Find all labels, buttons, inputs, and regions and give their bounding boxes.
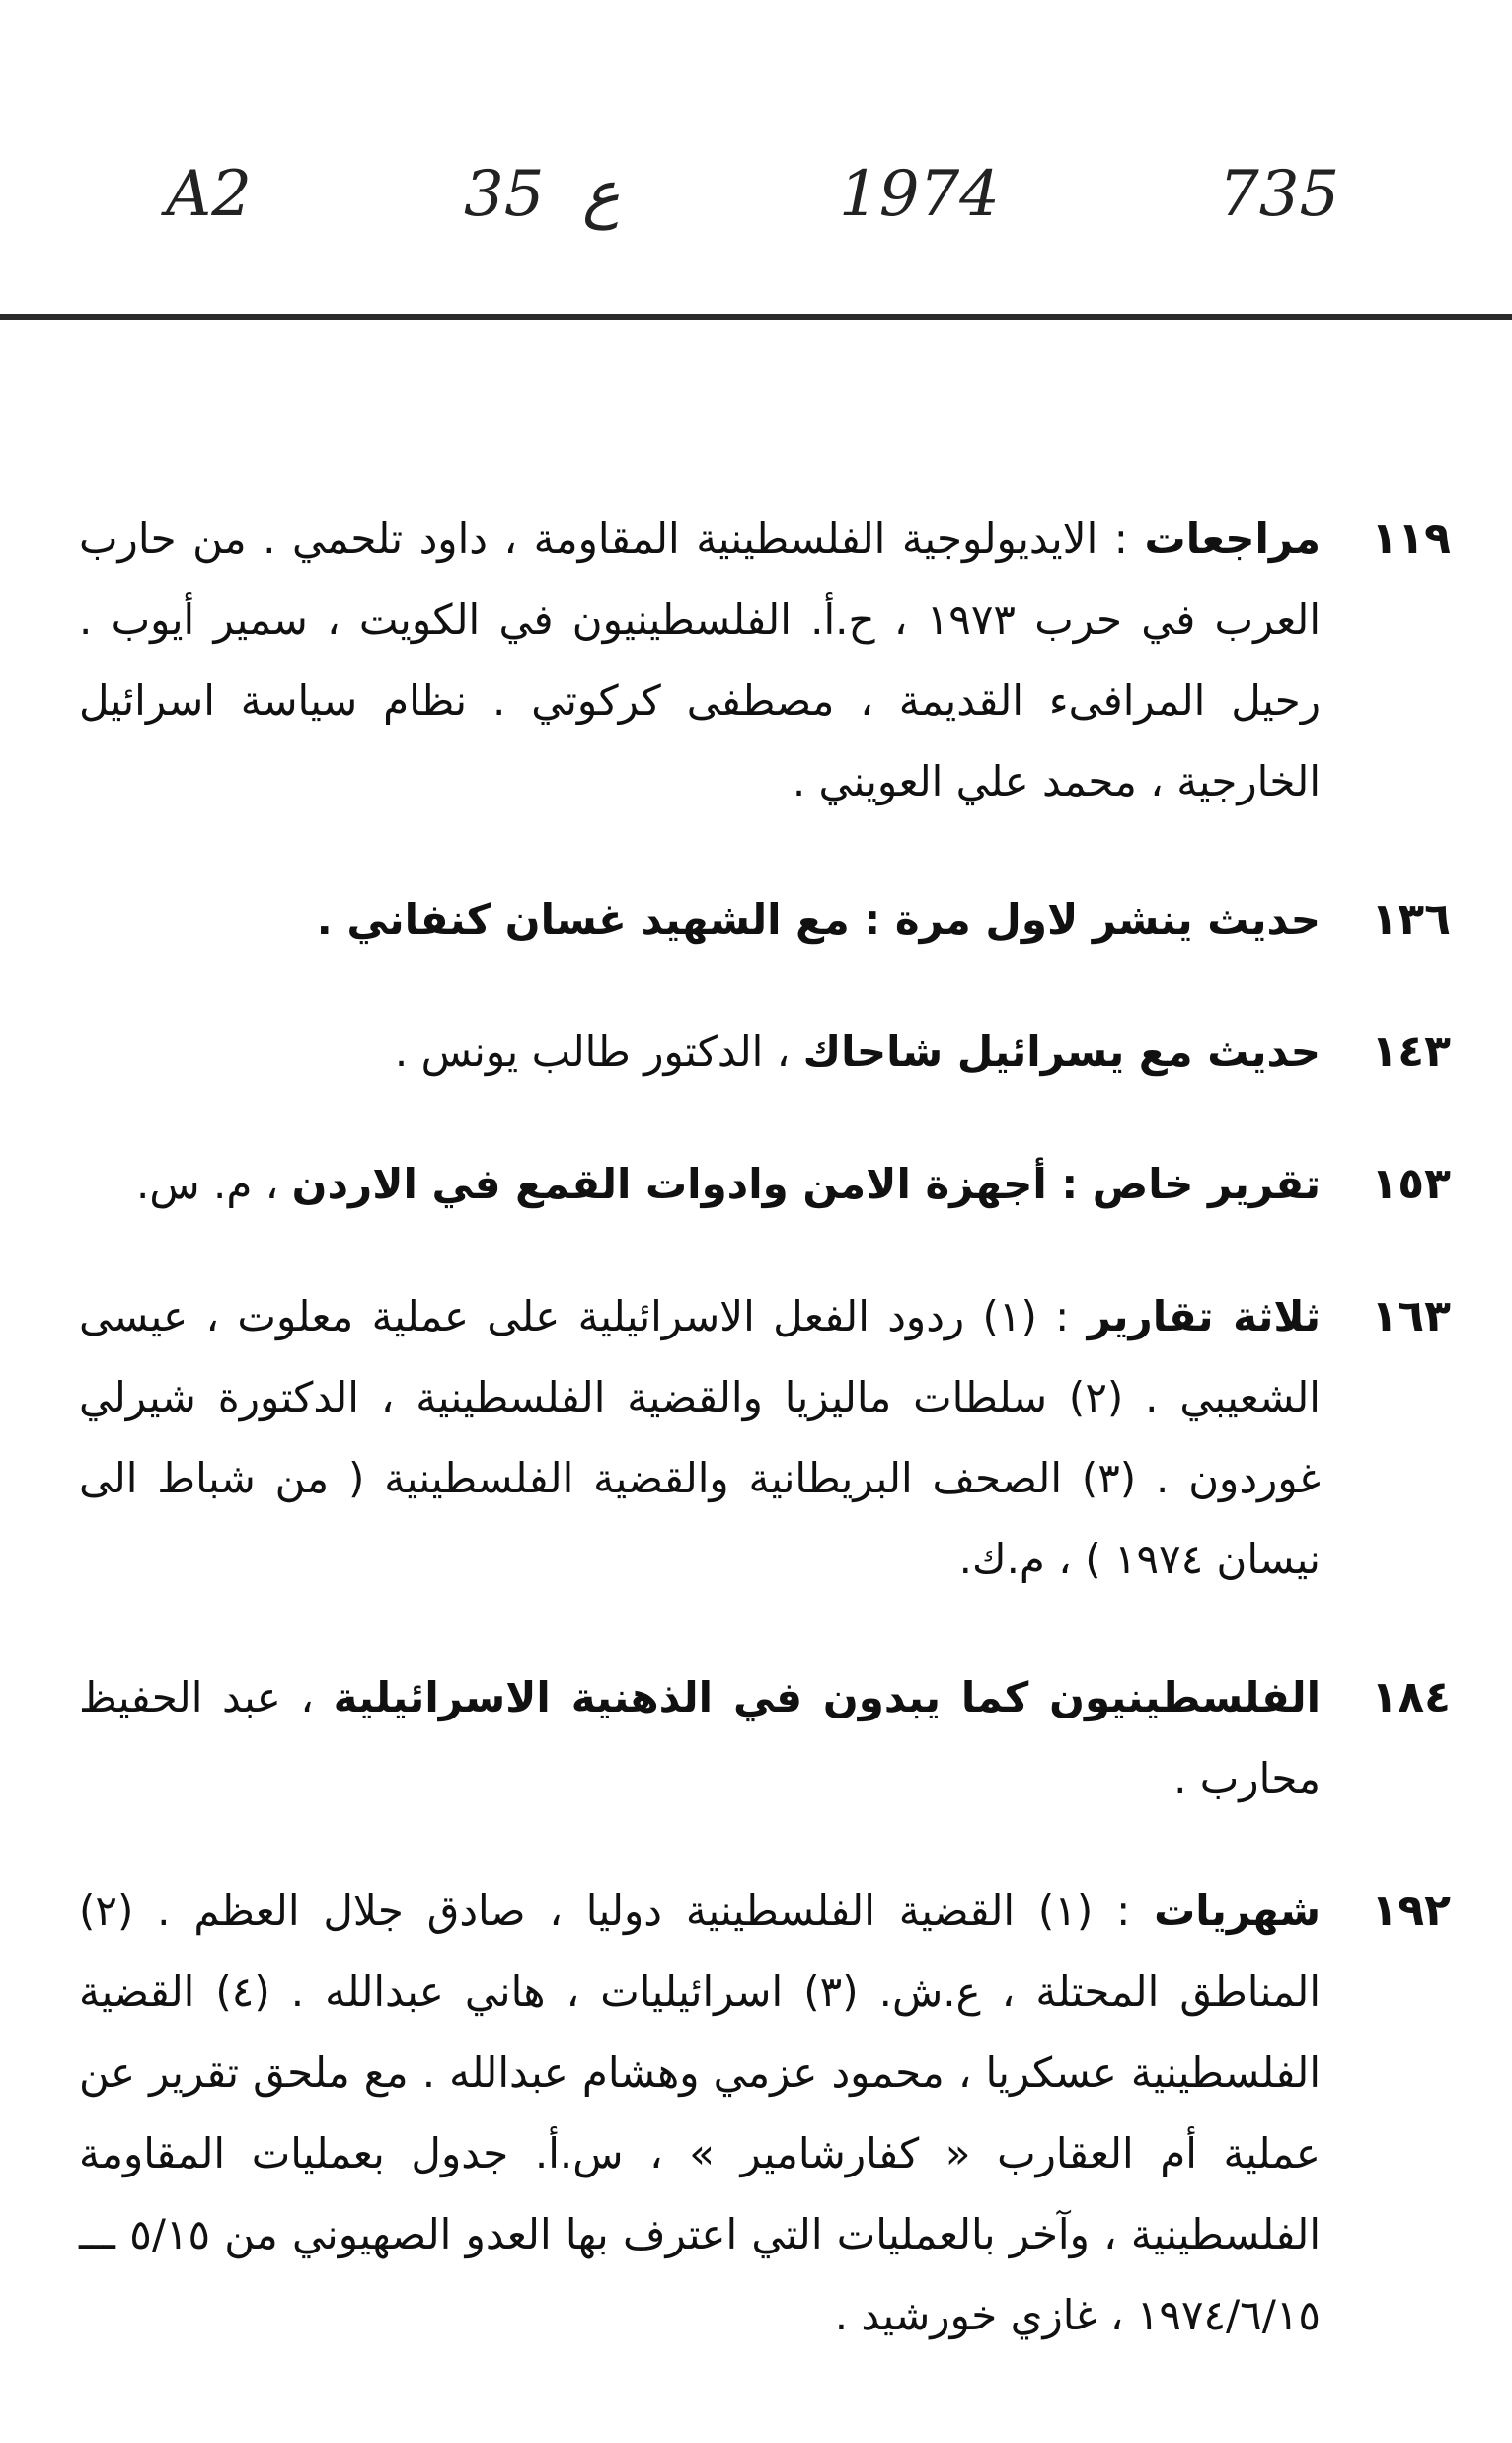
entry-text bbox=[79, 498, 1321, 822]
page-number: ١٨٤ bbox=[1371, 1672, 1451, 1722]
entry-title: شهريات bbox=[1154, 1886, 1321, 1935]
page-number: ١٩٢ bbox=[1371, 1885, 1451, 1936]
entry-title: تقرير خاص : أجهزة الامن وادوات القمع في الاردن bbox=[291, 1160, 1321, 1208]
handwritten-note-3: ع bbox=[582, 158, 621, 231]
entry-title: مراجعات bbox=[1144, 514, 1321, 563]
entry-details: : (١) ردود الفعل الاسرائيلية على عملية معلوت ، عيسى الشعيبي . (٢) سلطات ماليزيا والقضية الفلسطينية ، الدكتورة شيرلي غوردون . (٣) الصحف البريطانية والقضية الفلسطينية ( من شباط الى نيسان ١٩٧٤ ) ، م.ك. bbox=[79, 1292, 1321, 1583]
toc-entry bbox=[79, 498, 1451, 822]
toc-entry bbox=[79, 1870, 1451, 2356]
page-number: ١٦٣ bbox=[1371, 1291, 1451, 1341]
entry-details: ، الدكتور طالب يونس . bbox=[394, 1028, 803, 1076]
page-number: ١١٩ bbox=[1371, 513, 1451, 564]
entry-title: الفلسطينيون كما يبدون في الذهنية الاسرائيلية bbox=[333, 1673, 1321, 1721]
entry-title: حديث ينشر لاول مرة : مع الشهيد غسان كنفاني . bbox=[316, 895, 1321, 944]
toc-entry bbox=[79, 1657, 1451, 1819]
entry-details: ، م. س. bbox=[136, 1160, 292, 1208]
entry-title: ثلاثة تقارير bbox=[1087, 1292, 1321, 1340]
entry-text bbox=[79, 1870, 1321, 2356]
entry-title: حديث مع يسرائيل شاحاك bbox=[802, 1028, 1321, 1076]
table-of-contents bbox=[79, 498, 1451, 2413]
entry-text bbox=[79, 1276, 1321, 1600]
page-number: ١٥٣ bbox=[1371, 1159, 1451, 1209]
entry-details: : الايديولوجية الفلسطينية المقاومة ، داود تلحمي . من حارب العرب في حرب ١٩٧٣ ، ح.أ. الفلسطينيون في الكويت ، سمير أيوب . رحيل المرافىء القديمة ، مصطفى كركوتي . نظام سياسة اسرائيل الخارجية ، محمد علي العويني . bbox=[79, 514, 1321, 805]
page-number: ١٤٣ bbox=[1371, 1027, 1451, 1077]
entry-details: ، عبد الحفيظ محارب . bbox=[79, 1673, 1321, 1802]
entry-details: : (١) القضية الفلسطينية دوليا ، صادق جلال العظم . (٢) المناطق المحتلة ، ع.ش. (٣) اسرائيليات ، هاني عبدالله . (٤) القضية الفلسطينية عسكريا ، محمود عزمي وهشام عبدالله . مع ملحق تقرير عن عملية أم العقارب « كفارشامير » ، س.أ. جدول بعمليات المقاومة الفلسطينية ، وآخر بالعمليات التي اعترف بها العدو الصهيوني من ٥/١٥ ـــ ١٩٧٤/٦/١٥ ، غازي خورشيد . bbox=[79, 1886, 1322, 2339]
entry-text bbox=[79, 879, 1321, 960]
entry-text bbox=[79, 1012, 1321, 1093]
toc-entry bbox=[79, 1276, 1451, 1600]
handwritten-note-5: 735 bbox=[1219, 158, 1340, 231]
toc-entry bbox=[79, 879, 1451, 960]
toc-entry bbox=[79, 1144, 1451, 1225]
entry-text bbox=[79, 1144, 1321, 1225]
handwritten-note-4: 1974 bbox=[839, 158, 1000, 231]
handwritten-note-1: A2 bbox=[166, 158, 252, 231]
page-number: ١٣٦ bbox=[1371, 894, 1451, 945]
header-divider bbox=[0, 314, 1512, 320]
toc-entry bbox=[79, 1012, 1451, 1093]
entry-text bbox=[79, 1657, 1321, 1819]
handwritten-note-2: 35 bbox=[464, 158, 545, 231]
